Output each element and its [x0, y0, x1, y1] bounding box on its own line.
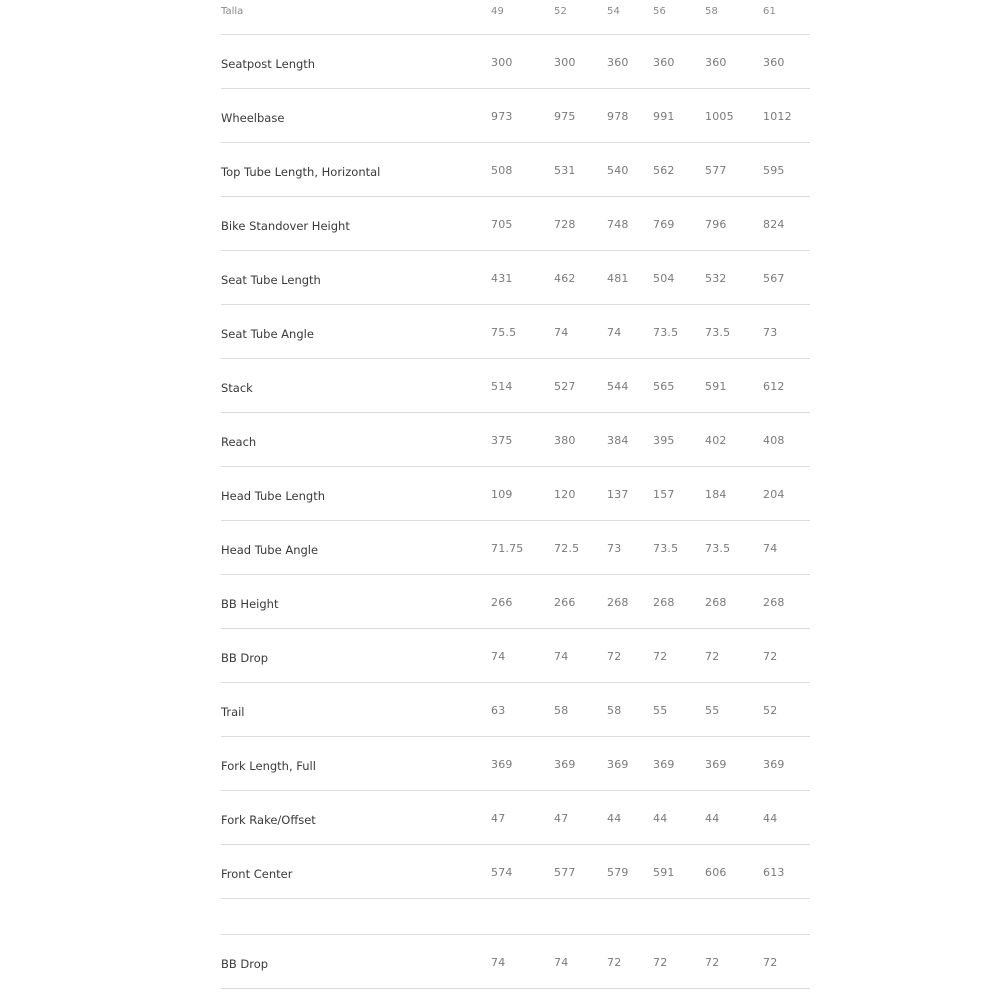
value-cell: 72	[763, 956, 778, 969]
value-cell: 72	[705, 956, 720, 969]
value-cell: 74	[607, 326, 622, 339]
value-cell: 369	[653, 758, 675, 771]
value-cell: 73.5	[705, 326, 731, 339]
value-cell: 73	[607, 542, 622, 555]
value-cell: 74	[491, 956, 506, 969]
size-header-cell: 58	[705, 6, 719, 17]
value-cell: 705	[491, 218, 513, 231]
value-cell: 44	[607, 812, 622, 825]
table-row	[221, 521, 810, 575]
value-cell: 577	[705, 164, 727, 177]
row-label: Seat Tube Length	[221, 273, 321, 287]
value-cell: 268	[653, 596, 675, 609]
geometry-table	[221, 0, 810, 989]
row-label: Stack	[221, 381, 253, 395]
value-cell: 402	[705, 434, 727, 447]
value-cell: 577	[554, 866, 576, 879]
value-cell: 52	[763, 704, 778, 717]
value-cell: 1012	[763, 110, 792, 123]
table-row	[221, 467, 810, 521]
value-cell: 562	[653, 164, 675, 177]
value-cell: 360	[653, 56, 675, 69]
value-cell: 395	[653, 434, 675, 447]
value-cell: 565	[653, 380, 675, 393]
value-cell: 369	[554, 758, 576, 771]
value-cell: 514	[491, 380, 513, 393]
value-cell: 47	[554, 812, 569, 825]
value-cell: 268	[607, 596, 629, 609]
value-cell: 44	[705, 812, 720, 825]
row-label: Head Tube Length	[221, 489, 325, 503]
value-cell: 73.5	[705, 542, 731, 555]
table-row	[221, 251, 810, 305]
value-cell: 408	[763, 434, 785, 447]
table-row	[221, 791, 810, 845]
row-label: BB Height	[221, 597, 279, 611]
value-cell: 266	[491, 596, 513, 609]
row-label: Reach	[221, 435, 257, 449]
table-row	[221, 89, 810, 143]
value-cell: 975	[554, 110, 576, 123]
value-cell: 73.5	[653, 542, 679, 555]
value-cell: 606	[705, 866, 727, 879]
value-cell: 504	[653, 272, 675, 285]
value-cell: 75.5	[491, 326, 517, 339]
size-header-cell: 54	[607, 6, 621, 17]
value-cell: 73.5	[653, 326, 679, 339]
table-body	[221, 35, 810, 899]
value-cell: 579	[607, 866, 629, 879]
value-cell: 973	[491, 110, 513, 123]
value-cell: 157	[653, 488, 675, 501]
value-cell: 544	[607, 380, 629, 393]
row-label: Head Tube Angle	[221, 543, 319, 557]
row-label: Seatpost Length	[221, 57, 316, 71]
value-cell: 63	[491, 704, 506, 717]
row-label: Trail	[221, 705, 245, 719]
value-cell: 540	[607, 164, 629, 177]
value-cell: 74	[554, 326, 569, 339]
value-cell: 268	[705, 596, 727, 609]
row-label: Fork Length, Full	[221, 759, 316, 773]
value-cell: 74	[763, 542, 778, 555]
value-cell: 55	[705, 704, 720, 717]
value-cell: 567	[763, 272, 785, 285]
value-cell: 824	[763, 218, 785, 231]
size-header-cell: 61	[763, 6, 777, 17]
value-cell: 72	[763, 650, 778, 663]
value-cell: 532	[705, 272, 727, 285]
table-header-row	[221, 0, 810, 35]
value-cell: 184	[705, 488, 727, 501]
table-row	[221, 683, 810, 737]
value-cell: 978	[607, 110, 629, 123]
value-cell: 595	[763, 164, 785, 177]
value-cell: 527	[554, 380, 576, 393]
value-cell: 360	[705, 56, 727, 69]
value-cell: 73	[763, 326, 778, 339]
value-cell: 47	[491, 812, 506, 825]
value-cell: 612	[763, 380, 785, 393]
value-cell: 137	[607, 488, 629, 501]
value-cell: 591	[705, 380, 727, 393]
value-cell: 728	[554, 218, 576, 231]
row-label: Front Center	[221, 867, 293, 881]
table-row	[221, 143, 810, 197]
value-cell: 375	[491, 434, 513, 447]
table-row	[221, 935, 810, 989]
value-cell: 769	[653, 218, 675, 231]
value-cell: 44	[763, 812, 778, 825]
value-cell: 481	[607, 272, 629, 285]
table-row	[221, 575, 810, 629]
table-row	[221, 305, 810, 359]
table-row	[221, 845, 810, 899]
value-cell: 72.5	[554, 542, 580, 555]
row-label: Bike Standover Height	[221, 219, 350, 233]
value-cell: 748	[607, 218, 629, 231]
size-header-cell: 52	[554, 6, 568, 17]
value-cell: 380	[554, 434, 576, 447]
table-row	[221, 35, 810, 89]
value-cell: 72	[653, 650, 668, 663]
value-cell: 72	[607, 956, 622, 969]
value-cell: 109	[491, 488, 513, 501]
row-label: Seat Tube Angle	[221, 327, 314, 341]
value-cell: 268	[763, 596, 785, 609]
value-cell: 508	[491, 164, 513, 177]
value-cell: 431	[491, 272, 513, 285]
value-cell: 360	[763, 56, 785, 69]
row-label: Fork Rake/Offset	[221, 813, 316, 827]
value-cell: 1005	[705, 110, 734, 123]
value-cell: 72	[653, 956, 668, 969]
value-cell: 74	[491, 650, 506, 663]
value-cell: 796	[705, 218, 727, 231]
row-label: BB Drop	[221, 651, 269, 665]
table-row	[221, 413, 810, 467]
value-cell: 120	[554, 488, 576, 501]
value-cell: 300	[554, 56, 576, 69]
value-cell: 360	[607, 56, 629, 69]
value-cell: 369	[705, 758, 727, 771]
row-label: Top Tube Length, Horizontal	[221, 165, 381, 179]
value-cell: 74	[554, 650, 569, 663]
row-label: Wheelbase	[221, 111, 285, 125]
value-cell: 74	[554, 956, 569, 969]
table-row	[221, 629, 810, 683]
value-cell: 369	[607, 758, 629, 771]
table-row	[221, 197, 810, 251]
size-header-cell: 49	[491, 6, 505, 17]
value-cell: 384	[607, 434, 629, 447]
table-row	[221, 737, 810, 791]
value-cell: 58	[607, 704, 622, 717]
row-label: BB Drop	[221, 957, 269, 971]
value-cell: 591	[653, 866, 675, 879]
value-cell: 613	[763, 866, 785, 879]
size-header-cell: 56	[653, 6, 667, 17]
value-cell: 72	[705, 650, 720, 663]
size-header-label: Talla	[221, 6, 244, 17]
value-cell: 71.75	[491, 542, 524, 555]
value-cell: 266	[554, 596, 576, 609]
value-cell: 58	[554, 704, 569, 717]
value-cell: 531	[554, 164, 576, 177]
value-cell: 462	[554, 272, 576, 285]
table-row	[221, 359, 810, 413]
value-cell: 574	[491, 866, 513, 879]
value-cell: 991	[653, 110, 675, 123]
table-footer	[221, 935, 810, 989]
value-cell: 369	[491, 758, 513, 771]
value-cell: 55	[653, 704, 668, 717]
table-spacer-row	[221, 899, 810, 935]
value-cell: 44	[653, 812, 668, 825]
value-cell: 369	[763, 758, 785, 771]
value-cell: 72	[607, 650, 622, 663]
value-cell: 300	[491, 56, 513, 69]
value-cell: 204	[763, 488, 785, 501]
